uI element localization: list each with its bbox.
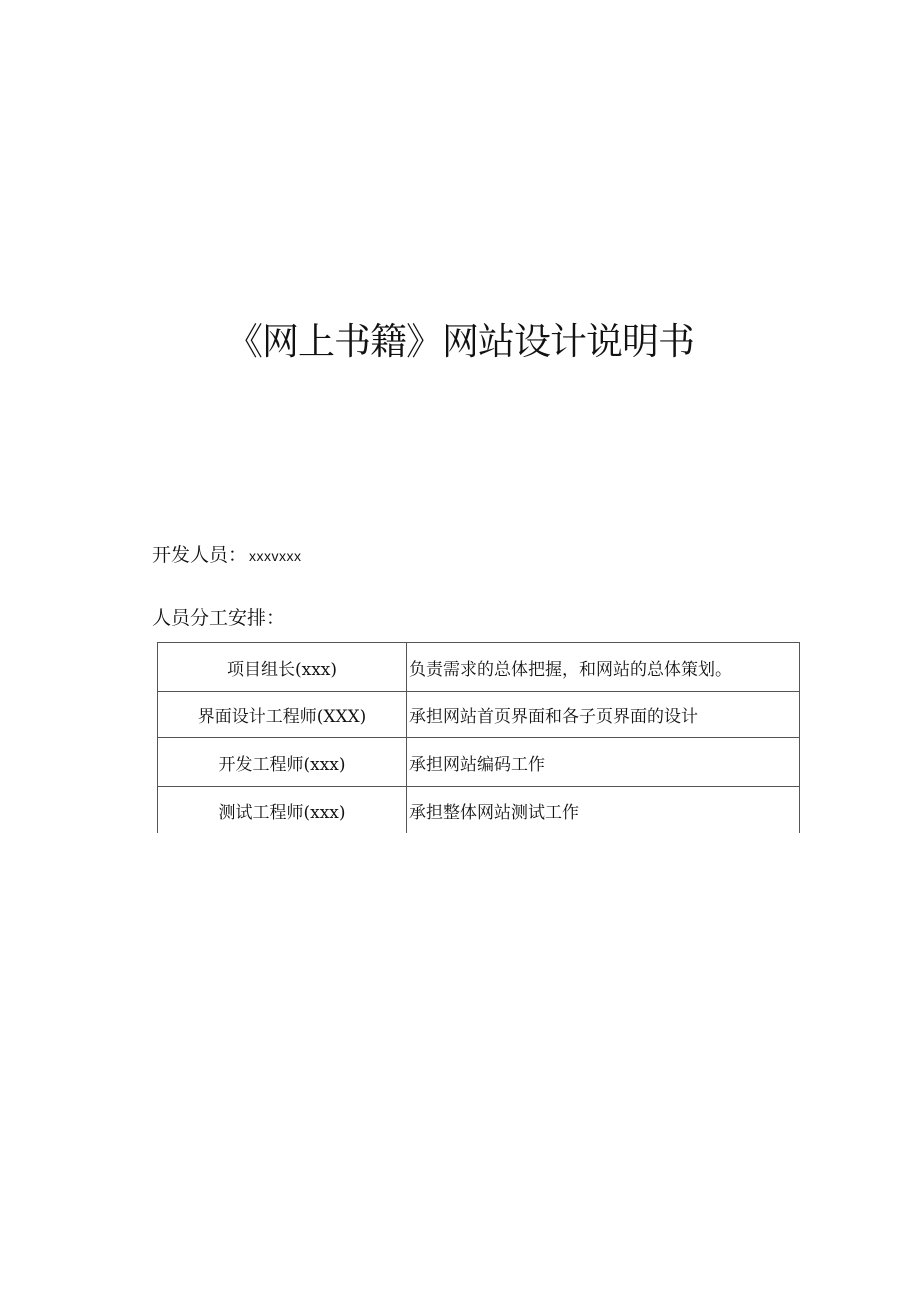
duty-cell: 承担网站编码工作 (407, 738, 800, 787)
developers-line (152, 542, 302, 569)
developers-label: 开发人员： (152, 544, 248, 566)
document-title: 《网上书籍》网站设计说明书 (226, 320, 694, 363)
duty-cell: 承担整体网站测试工作 (407, 787, 800, 834)
duty-cell: 负责需求的总体把握，和网站的总体策划。 (407, 643, 800, 692)
assignment-heading: 人员分工安排： (152, 607, 286, 629)
role-cell: 测试工程师(xxx) (158, 787, 407, 834)
table-row (158, 787, 800, 834)
role-cell: 项目组长(xxx) (158, 643, 407, 692)
table-row (158, 738, 800, 787)
role-cell: 界面设计工程师(XXX) (158, 692, 407, 738)
duty-cell: 承担网站首页界面和各子页界面的设计 (407, 692, 800, 738)
developers-value: xxxvxxx (249, 548, 302, 564)
table-row (158, 692, 800, 738)
role-cell: 开发工程师(xxx) (158, 738, 407, 787)
table-row (158, 643, 800, 692)
roles-table (157, 642, 800, 833)
